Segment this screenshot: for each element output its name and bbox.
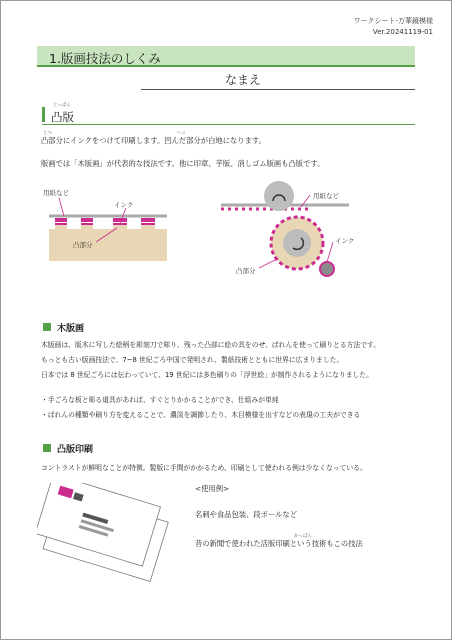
- label-convex-left: 凸部分: [73, 241, 93, 249]
- title-banner: [37, 46, 415, 67]
- label-paper-right: 用紙など: [313, 192, 339, 200]
- leader-line: [327, 242, 333, 262]
- ink-deposit: [81, 218, 93, 222]
- flat-print-diagram: [43, 188, 167, 261]
- page-title: 1.版画技法のしくみ: [49, 51, 161, 66]
- section-accent-bar: [42, 107, 45, 122]
- ink-layer: [55, 223, 67, 225]
- ruby-totsu: とつ: [43, 131, 52, 136]
- ink-layer: [141, 223, 155, 225]
- mokuhanga-para-3: 日本では 8 世紀ごろには伝わっていて、19 世紀には多色刷りの「浮世絵」が制作されるようになりました。: [41, 371, 373, 379]
- plate-cylinder-hub: [283, 229, 311, 257]
- section-divider: [42, 124, 415, 125]
- section-title-toppan: 凸版: [51, 110, 74, 124]
- example-item-2: 昔の新聞で使われた活版印刷という技術もこの技法: [195, 539, 363, 548]
- leader-line: [59, 198, 64, 216]
- business-card-illustration: [37, 483, 172, 588]
- version-label: Ver.20241119-01: [372, 28, 433, 36]
- label-ink-left: インク: [114, 201, 134, 209]
- ink-layer: [113, 223, 127, 225]
- heading-marker: [43, 323, 51, 331]
- mokuhanga-bullet-1: ・手ごろな板と彫る道具があれば、すぐとりかかることができ、仕組みが単純: [41, 396, 279, 404]
- ink-deposit: [141, 218, 155, 222]
- mokuhanga-para-1: 木版画は、版木に写した絵柄を彫刻刀で彫り、残った凸部に絵の具をのせ、ばれんを使って刷りとる方法です。: [41, 341, 381, 349]
- ruby-kappan: かっぱん: [294, 534, 312, 539]
- name-underline: [141, 89, 415, 90]
- wood-block: [49, 223, 167, 261]
- example-item-1: 名刺や食品包装、段ボールなど: [195, 510, 298, 519]
- worksheet-series-label: ワークシート-万華鏡模様: [353, 17, 433, 25]
- impression-roller: [264, 181, 294, 211]
- ink-layer: [81, 223, 93, 225]
- ink-deposit: [55, 218, 67, 222]
- mokuhanga-para-2: もっとも古い版画技法で、7~8 世紀ごろ中国で発明され、製紙技術とともに世界に広まりました。: [41, 356, 344, 364]
- rotary-print-diagram: [221, 181, 354, 276]
- mokuhanga-bullet-2: ・ばれんの種類や刷り方を変えることで、濃淡を調節したり、木目模様を出すなどの表現の工夫ができる: [41, 411, 361, 419]
- ruby-heko: へこ: [177, 131, 186, 136]
- heading-mokuhanga: 木版画: [57, 324, 85, 334]
- example-heading: <使用例>: [195, 484, 230, 493]
- intro-line-1: 凸部分にインクをつけて印刷します。凹んだ部分が白地になります。: [41, 136, 266, 145]
- toppan-diagram: [31, 181, 361, 291]
- ink-deposit: [113, 218, 127, 222]
- toppan-insatsu-para: コントラストが鮮明なことが特徴。製版に手間がかかるため、印刷として使われる例は少なくなっている。: [41, 464, 367, 472]
- name-label: なまえ: [225, 73, 262, 87]
- leader-line: [259, 259, 277, 268]
- section-title-ruby: とっぱん: [53, 103, 71, 108]
- label-ink-right: インク: [335, 237, 355, 245]
- intro-line-2: 版画では「木版画」が代表的な技法です。他に印章、芋版、消しゴム版画も凸版です。: [41, 159, 325, 168]
- heading-marker: [43, 444, 51, 452]
- label-paper-left: 用紙など: [43, 189, 69, 197]
- ink-roller: [320, 262, 334, 276]
- label-convex-right: 凸部分: [236, 267, 256, 275]
- heading-toppan-insatsu: 凸版印刷: [57, 445, 94, 455]
